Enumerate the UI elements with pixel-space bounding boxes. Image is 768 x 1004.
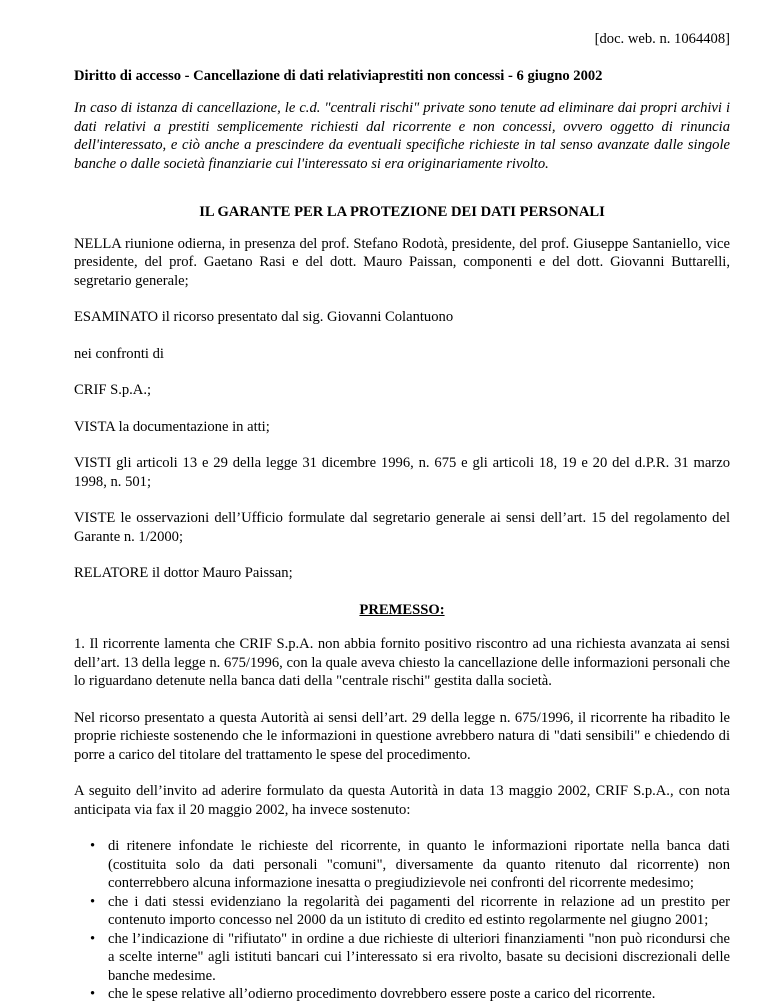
paragraph-visti: VISTI gli articoli 13 e 29 della legge 31 dicembre 1996, n. 675 e gli articoli 18, 19 e 20 del d.P.R. 31 marzo 1998, n. 501; bbox=[74, 455, 730, 490]
document-body bbox=[74, 30, 730, 1004]
paragraph-relatore: RELATORE il dottor Mauro Paissan; bbox=[74, 565, 293, 581]
paragraph-party: CRIF S.p.A.; bbox=[74, 382, 152, 398]
section-heading-premesso: PREMESSO: bbox=[359, 601, 445, 618]
list-item bbox=[90, 985, 730, 1004]
authority-heading: IL GARANTE PER LA PROTEZIONE DEI DATI PERSONALI bbox=[199, 204, 605, 220]
paragraph-vista: VISTA la documentazione in atti; bbox=[74, 418, 270, 435]
paragraph-viste: VISTE le osservazioni dell’Ufficio formulate dal segretario generale ai sensi dell’art. 15 del regolamento del Garante n. 1/2000; bbox=[74, 510, 730, 545]
bullet-icon: • bbox=[90, 930, 96, 947]
bullet-icon: • bbox=[90, 986, 96, 1002]
list-item bbox=[90, 930, 730, 986]
list-item-text: che i dati stessi evidenziano la regolarità dei pagamenti del ricorrente in relazione ad un prestito per contenuto importo concesso nel 2000 da un istituto di credito ed estinto regolarmente nel giugno 2001; bbox=[108, 893, 730, 928]
document-abstract: In caso di istanza di cancellazione, le c.d. "centrali rischi" private sono tenute ad eliminare dai propri archivi i dati relativi a prestiti semplicemente richiesti dal ricorrente e non concessi, ovvero oggetto di rinuncia dell'interessato, e ciò anche a prescindere da eventuali specifiche richieste in tal senso avanzate dalle singole banche o dalle società finanziarie cui l'interessato si era originariamente rivolto. bbox=[74, 100, 730, 172]
paragraph-premesso-2: Nel ricorso presentato a questa Autorità ai sensi dell’art. 29 della legge n. 675/1996, il ricorrente ha ribadito le proprie richieste sostenendo che le informazioni in questione avrebbero natura di "dati sensibili" e chiedendo di porre a carico del titolare del trattamento le spese del procedimento. bbox=[74, 709, 730, 763]
doc-reference: [doc. web. n. 1064408] bbox=[594, 31, 730, 47]
list-item-text: che l’indicazione di "rifiutato" in ordine a due richieste di ulteriori finanziamenti "non può ricondursi che a scelte interne" agli istituti bancari cui l’interessato si era rivolto, basate su decisioni discrezionali delle banche medesime. bbox=[108, 930, 730, 984]
paragraph-esaminato: ESAMINATO il ricorso presentato dal sig. Giovanni Colantuono bbox=[74, 309, 454, 325]
paragraph-premesso-1: 1. Il ricorrente lamenta che CRIF S.p.A. non abbia fornito positivo riscontro ad una richiesta avanzata ai sensi dell’art. 13 della legge n. 675/1996, con la quale aveva chiesto la cancellazione delle informazioni personali che lo riguardano detenute nella banca dati della "centrale rischi" gestita dalla società. bbox=[74, 636, 730, 689]
document-title: Diritto di accesso - Cancellazione di dati relativiaprestiti non concessi - 6 giugno 2002 bbox=[74, 67, 603, 84]
list-item bbox=[90, 837, 730, 893]
list-item bbox=[90, 893, 730, 930]
bullet-list bbox=[74, 837, 730, 1004]
paragraph-nella: NELLA riunione odierna, in presenza del prof. Stefano Rodotà, presidente, del prof. Giuseppe Santaniello, vice presidente, del prof. Gaetano Rasi e del dott. Mauro Paissan, componenti e del dott. Giovanni Buttarelli, segretario generale; bbox=[74, 235, 730, 289]
bullet-icon: • bbox=[90, 838, 96, 854]
list-item-text: che le spese relative all’odierno procedimento dovrebbero essere poste a carico del ricorrente. bbox=[108, 986, 656, 1002]
paragraph-nei-confronti: nei confronti di bbox=[74, 345, 164, 362]
list-item-text: di ritenere infondate le richieste del ricorrente, in quanto le informazioni riportate nella banca dati (costituita solo da dati personali "comuni", diversamente da quanto ritenuto dal ricorrente) non conterrebbero alcuna informazione inesatta o pregiudizievole nei confronti del ricorrente medesimo; bbox=[108, 838, 730, 891]
paragraph-premesso-3: A seguito dell’invito ad aderire formulato da questa Autorità in data 13 maggio 2002, CRIF S.p.A., con nota anticipata via fax il 20 maggio 2002, ha invece sostenuto: bbox=[74, 783, 730, 818]
bullet-icon: • bbox=[90, 893, 96, 910]
